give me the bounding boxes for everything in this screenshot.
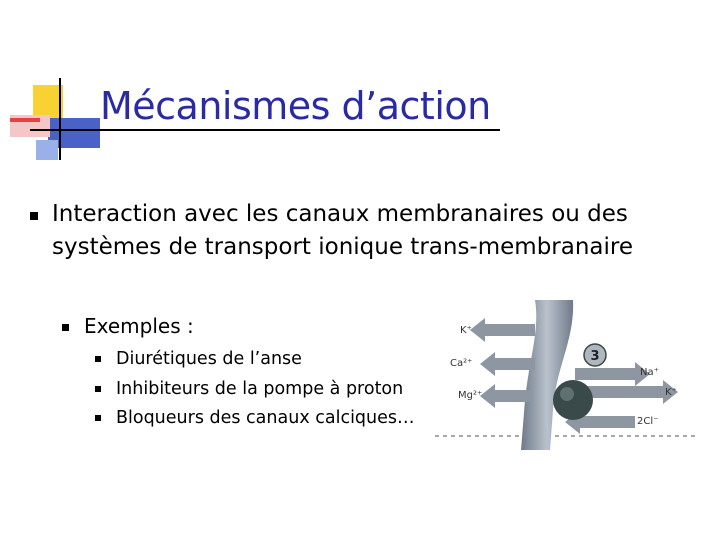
- item-marker: [95, 386, 101, 392]
- bullet-marker: [30, 212, 38, 220]
- main-bullet-text: Interaction avec les canaux membranaires ou des systèmes de transport ionique trans-membranaire: [52, 201, 634, 260]
- ion-label: K⁺: [460, 325, 472, 336]
- sub-bullet-marker: [62, 324, 69, 331]
- example-text: Bloqueurs des canaux calciques…: [116, 408, 415, 428]
- example-text: Inhibiteurs de la pompe à proton: [116, 379, 404, 399]
- item-marker: [95, 356, 101, 362]
- ion-label: Mg²⁺: [458, 390, 483, 401]
- ion-label: 2Cl⁻: [637, 416, 659, 427]
- pump-number-label: 3: [590, 349, 600, 364]
- ion-label: Ca²⁺: [450, 358, 473, 369]
- ion-label: K⁺: [665, 387, 677, 398]
- title-decoration: [0, 0, 110, 170]
- example-text: Diurétiques de l’anse: [116, 349, 302, 369]
- item-marker: [95, 415, 101, 421]
- ion-transport-diagram: [425, 300, 695, 450]
- title-underline: [30, 129, 500, 131]
- slide-title: Mécanismes d’action: [100, 84, 491, 128]
- examples-heading: Exemples :: [84, 314, 194, 338]
- ion-label: Na⁺: [640, 367, 659, 378]
